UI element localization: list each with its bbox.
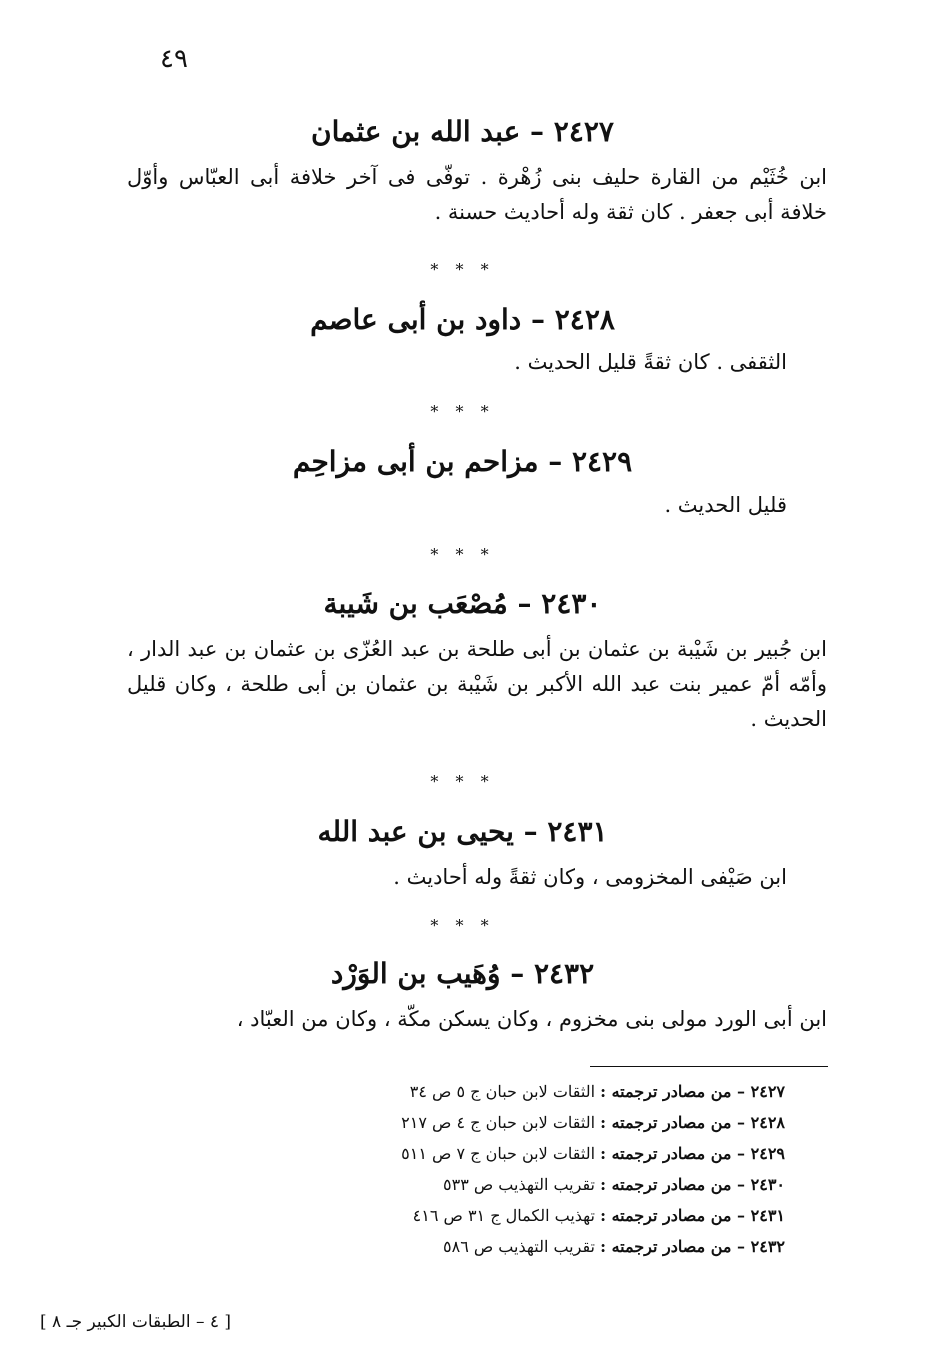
footnote-source: الثقات لابن حبان ج ٤ ص ٢١٧ <box>401 1113 596 1132</box>
entry-body-2427: ابن خُثَيْم من القارة حليف بنى زُهْرة . توفّى فى آخر خلافة أبى العبّاس وأوّل خلافة أبى جعفر . كان ثقة وله أحاديث حسنة . <box>127 165 827 224</box>
footnote-2429 <box>265 1138 785 1169</box>
footnote-lead: ٢٤٢٨ – من مصادر ترجمته : <box>600 1113 785 1132</box>
section-separator: * * * <box>430 916 495 935</box>
footnote-2428 <box>265 1107 785 1138</box>
footnote-source: تقريب التهذيب ص ٥٣٣ <box>443 1175 596 1194</box>
footnote-lead: ٢٤٣١ – من مصادر ترجمته : <box>600 1206 785 1225</box>
entry-body-2430: ابن جُبير بن شَيْبة بن عثمان بن أبى طلحة بن عبد العُزّى بن عثمان بن عبد الدار ، وأمّه أمّ عمير بنت عبد الله الأكبر بن شَيْبة بن عثمان بن أبى طلحة ، وكان قليل الحديث . <box>127 637 827 731</box>
footnote-source: تقريب التهذيب ص ٥٨٦ <box>443 1237 596 1256</box>
footnote-lead: ٢٤٣٠ – من مصادر ترجمته : <box>600 1175 785 1194</box>
entry-body-2429: قليل الحديث . <box>664 493 787 517</box>
page-number: ٤٩ <box>160 44 188 74</box>
footnote-source: الثقات لابن حبان ج ٧ ص ٥١١ <box>401 1144 596 1163</box>
entry-heading-2429: ٢٤٢٩ – مزاحم بن أبى مزاحِم <box>292 445 633 478</box>
entry-heading-2427: ٢٤٢٧ – عبد الله بن عثمان <box>311 115 614 148</box>
footnote-2431 <box>265 1200 785 1231</box>
entry-heading-2432: ٢٤٣٢ – وُهَيب بن الوَرْد <box>330 957 595 990</box>
footnotes-list <box>265 1076 785 1262</box>
entry-body-2432: ابن أبى الورد مولى بنى مخزوم ، وكان يسكن مكّة ، وكان من العبّاد ، <box>236 1007 827 1031</box>
entry-heading-2430: ٢٤٣٠ – مُصْعَب بن شَيبة <box>323 587 602 620</box>
footnote-source: الثقات لابن حبان ج ٥ ص ٣٤ <box>409 1082 596 1101</box>
page-footer: [ ٤ – الطبقات الكبير جـ ٨ ] <box>40 1312 232 1332</box>
section-separator: * * * <box>430 260 495 279</box>
footnote-divider <box>590 1066 828 1067</box>
entry-body-2431: ابن صَيْفى المخزومى ، وكان ثقةً وله أحاديث . <box>393 865 787 889</box>
section-separator: * * * <box>430 402 495 421</box>
footnote-lead: ٢٤٣٢ – من مصادر ترجمته : <box>600 1237 785 1256</box>
footnote-lead: ٢٤٢٩ – من مصادر ترجمته : <box>600 1144 785 1163</box>
entry-heading-2431: ٢٤٣١ – يحيى بن عبد الله <box>317 815 608 848</box>
section-separator: * * * <box>430 772 495 791</box>
section-separator: * * * <box>430 545 495 564</box>
entry-heading-2428: ٢٤٢٨ – داود بن أبى عاصم <box>310 303 615 336</box>
footnote-2427 <box>265 1076 785 1107</box>
footnote-2430 <box>265 1169 785 1200</box>
footnote-2432 <box>265 1231 785 1262</box>
entry-body-2428: الثقفى . كان ثقةً قليل الحديث . <box>514 350 787 374</box>
footnote-source: تهذيب الكمال ج ٣١ ص ٤١٦ <box>412 1206 596 1225</box>
footnote-lead: ٢٤٢٧ – من مصادر ترجمته : <box>600 1082 785 1101</box>
